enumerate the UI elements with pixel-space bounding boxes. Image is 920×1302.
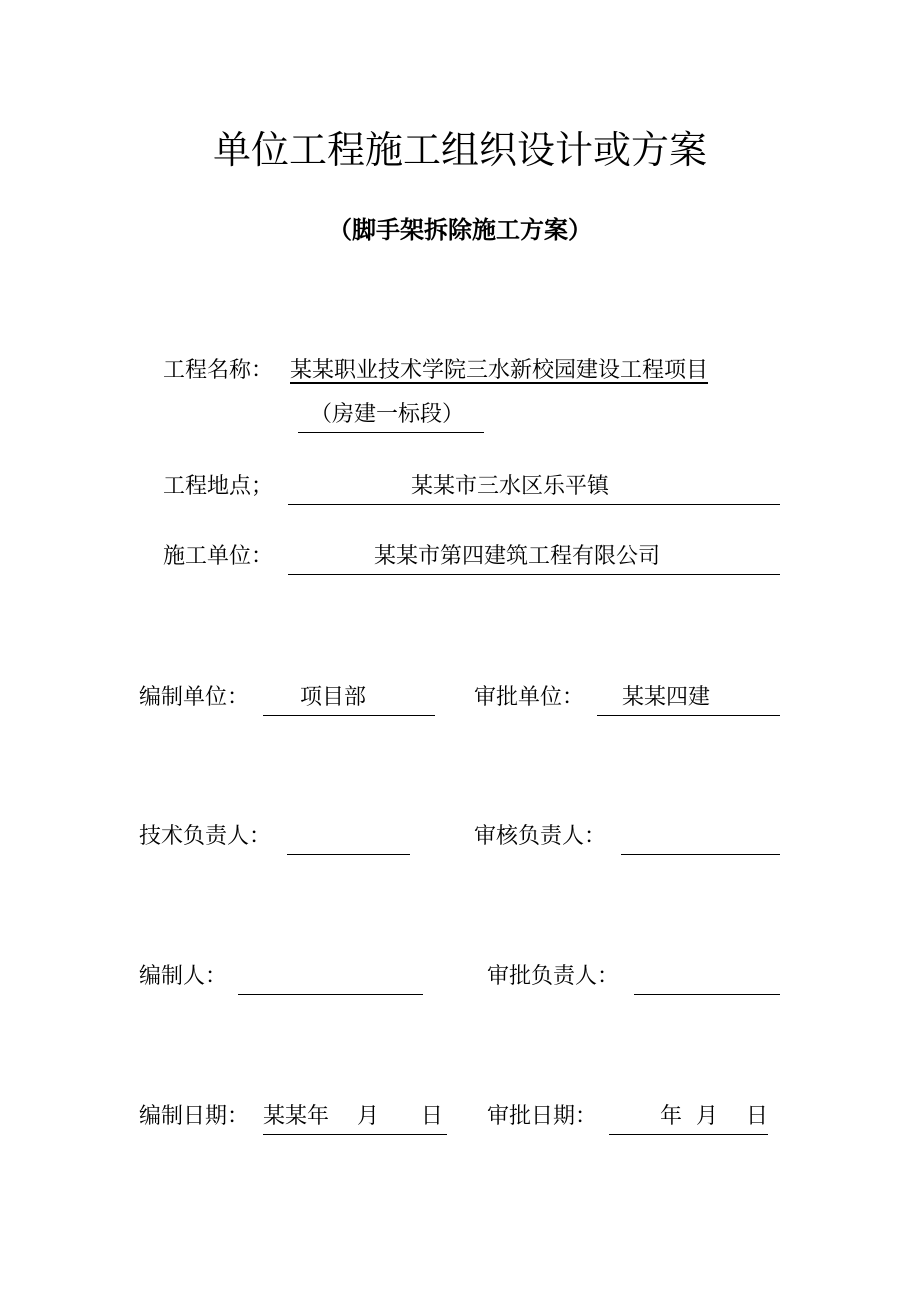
project-name-value-line2-field [298,398,484,433]
review-lead-field[interactable] [621,820,780,855]
contractor-label: 施工单位： [163,544,274,569]
project-location-field [288,470,780,505]
contractor-value: 某某市第四建筑工程有限公司 [374,544,661,569]
compile-date-field [263,1100,447,1135]
document-title: 单位工程施工组织设计或方案 [212,128,707,172]
document-subtitle: （脚手架拆除施工方案） [328,215,592,244]
project-location-label: 工程地点； [163,474,274,499]
approval-lead-field[interactable] [634,960,780,995]
tech-lead-field[interactable] [287,820,410,855]
approval-unit-field [597,681,780,716]
project-name-label: 工程名称： [163,358,274,383]
compiler-label: 编制人： [139,964,228,989]
approval-lead-label: 审批负责人： [487,964,620,989]
compiler-field[interactable] [238,960,423,995]
approval-date-value: 年 月 日 [660,1104,768,1129]
project-name-value-line2: （房建一标段） [310,402,465,427]
project-name-value-line1: 某某职业技术学院三水新校园建设工程项目 [290,358,709,383]
approval-unit-label: 审批单位： [474,685,585,710]
compile-date-label: 编制日期： [139,1104,250,1129]
compiled-unit-field [263,681,435,716]
approval-date-field[interactable] [609,1100,768,1135]
approval-unit-value: 某某四建 [622,685,711,710]
compiled-unit-label: 编制单位： [139,685,250,710]
approval-date-label: 审批日期： [487,1104,598,1129]
tech-lead-label: 技术负责人： [139,824,272,849]
review-lead-label: 审核负责人： [474,824,607,849]
contractor-field [288,540,780,575]
compiled-unit-value: 项目部 [300,685,367,710]
project-location-value: 某某市三水区乐平镇 [411,474,610,499]
compile-date-value: 某某年 月 日 [263,1104,443,1129]
